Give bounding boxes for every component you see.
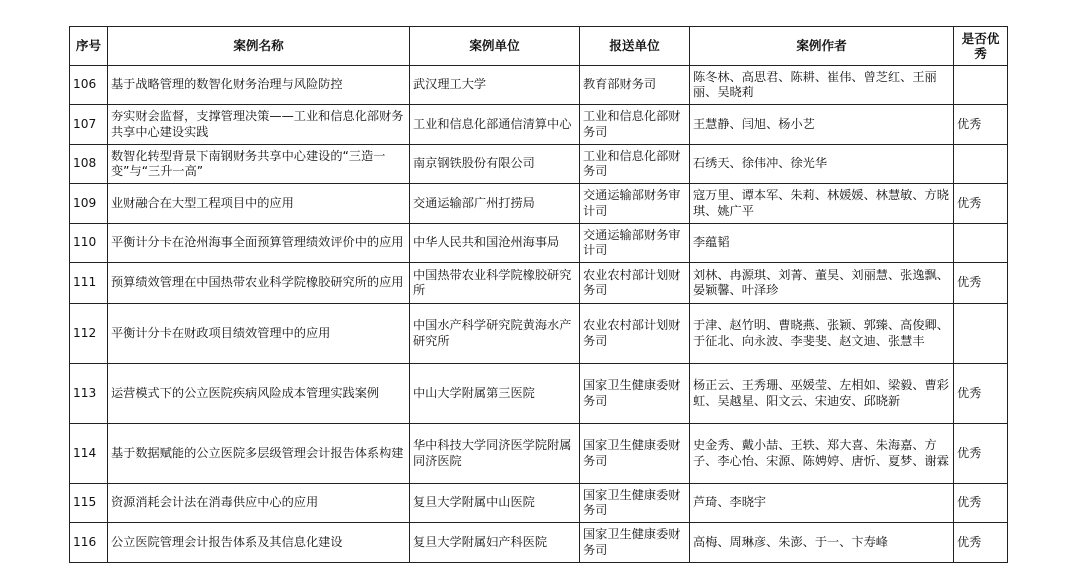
case-unit: 中国热带农业科学院橡胶研究所: [410, 263, 580, 304]
case-unit: 中华人民共和国沧州海事局: [410, 224, 580, 263]
header-unit: 案例单位: [410, 27, 580, 66]
excellent-flag: [954, 145, 1008, 184]
row-number: 111: [70, 263, 108, 304]
header-authors: 案例作者: [690, 27, 954, 66]
header-name: 案例名称: [108, 27, 410, 66]
case-table: [69, 26, 1008, 563]
case-name: 平衡计分卡在沧州海事全面预算管理绩效评价中的应用: [108, 224, 410, 263]
header-no: 序号: [70, 27, 108, 66]
submit-unit: 教育部财务司: [580, 66, 690, 105]
excellent-flag: [954, 304, 1008, 364]
case-authors: 杨正云、王秀珊、巫媛莹、左相如、梁毅、曹彩虹、吴越星、阳文云、宋迪安、邱晓新: [690, 364, 954, 424]
excellent-flag: [954, 66, 1008, 105]
excellent-flag: [954, 224, 1008, 263]
case-name: 预算绩效管理在中国热带农业科学院橡胶研究所的应用: [108, 263, 410, 304]
case-unit: 复旦大学附属妇产科医院: [410, 523, 580, 563]
case-authors: 刘林、冉源琪、刘菁、董昊、刘丽慧、张逸飘、晏颖馨、叶泽珍: [690, 263, 954, 304]
case-name: 基于战略管理的数智化财务治理与风险防控: [108, 66, 410, 105]
case-name: 平衡计分卡在财政项目绩效管理中的应用: [108, 304, 410, 364]
case-unit: 武汉理工大学: [410, 66, 580, 105]
case-name: 数智化转型背景下南钢财务共享中心建设的“三造一变”与“三升一高”: [108, 145, 410, 184]
excellent-flag: 优秀: [954, 484, 1008, 523]
submit-unit: 国家卫生健康委财务司: [580, 364, 690, 424]
table-row: [70, 523, 1008, 563]
case-authors: 史金秀、戴小喆、王轶、郑大喜、朱海嘉、方子、李心怡、宋源、陈娉婷、唐忻、夏梦、谢霖: [690, 424, 954, 484]
case-unit: 中山大学附属第三医院: [410, 364, 580, 424]
case-authors: 李蕴韬: [690, 224, 954, 263]
row-number: 112: [70, 304, 108, 364]
excellent-flag: 优秀: [954, 263, 1008, 304]
case-unit: 南京钢铁股份有限公司: [410, 145, 580, 184]
excellent-flag: 优秀: [954, 105, 1008, 145]
table-row: [70, 263, 1008, 304]
table-row: [70, 224, 1008, 263]
case-authors: 陈冬林、高思君、陈耕、崔伟、曾芝红、王丽丽、吴晓莉: [690, 66, 954, 105]
case-unit: 交通运输部广州打捞局: [410, 184, 580, 224]
case-name: 基于数据赋能的公立医院多层级管理会计报告体系构建: [108, 424, 410, 484]
row-number: 107: [70, 105, 108, 145]
header-excellent: 是否优秀: [954, 27, 1008, 66]
row-number: 114: [70, 424, 108, 484]
case-unit: 工业和信息化部通信清算中心: [410, 105, 580, 145]
submit-unit: 工业和信息化部财务司: [580, 105, 690, 145]
header-row: [70, 27, 1008, 66]
submit-unit: 国家卫生健康委财务司: [580, 523, 690, 563]
table-row: [70, 424, 1008, 484]
row-number: 116: [70, 523, 108, 563]
case-name: 公立医院管理会计报告体系及其信息化建设: [108, 523, 410, 563]
row-number: 106: [70, 66, 108, 105]
case-authors: 石绣天、徐伟冲、徐光华: [690, 145, 954, 184]
table-row: [70, 364, 1008, 424]
row-number: 110: [70, 224, 108, 263]
case-name: 资源消耗会计法在消毒供应中心的应用: [108, 484, 410, 523]
case-unit: 华中科技大学同济医学院附属同济医院: [410, 424, 580, 484]
excellent-flag: 优秀: [954, 523, 1008, 563]
case-name: 业财融合在大型工程项目中的应用: [108, 184, 410, 224]
submit-unit: 交通运输部财务审计司: [580, 184, 690, 224]
excellent-flag: 优秀: [954, 184, 1008, 224]
table-row: [70, 304, 1008, 364]
table-row: [70, 105, 1008, 145]
case-authors: 王慧静、闫旭、杨小艺: [690, 105, 954, 145]
table-row: [70, 66, 1008, 105]
row-number: 113: [70, 364, 108, 424]
case-authors: 于津、赵竹明、曹晓燕、张颖、郭臻、高俊卿、于征北、向永波、李斐斐、赵文迪、张慧丰: [690, 304, 954, 364]
submit-unit: 交通运输部财务审计司: [580, 224, 690, 263]
table-row: [70, 484, 1008, 523]
excellent-flag: 优秀: [954, 424, 1008, 484]
submit-unit: 国家卫生健康委财务司: [580, 484, 690, 523]
case-name: 运营模式下的公立医院疾病风险成本管理实践案例: [108, 364, 410, 424]
row-number: 109: [70, 184, 108, 224]
case-unit: 中国水产科学研究院黄海水产研究所: [410, 304, 580, 364]
row-number: 108: [70, 145, 108, 184]
table-row: [70, 184, 1008, 224]
row-number: 115: [70, 484, 108, 523]
table-row: [70, 145, 1008, 184]
excellent-flag: 优秀: [954, 364, 1008, 424]
case-name: 夯实财会监督，支撑管理决策——工业和信息化部财务共享中心建设实践: [108, 105, 410, 145]
submit-unit: 国家卫生健康委财务司: [580, 424, 690, 484]
header-submit: 报送单位: [580, 27, 690, 66]
case-authors: 寇万里、谭本军、朱莉、林媛媛、林慧敏、方晓琪、姚广平: [690, 184, 954, 224]
submit-unit: 农业农村部计划财务司: [580, 263, 690, 304]
case-authors: 高梅、周琳彦、朱澎、于一、卞寿峰: [690, 523, 954, 563]
submit-unit: 农业农村部计划财务司: [580, 304, 690, 364]
submit-unit: 工业和信息化部财务司: [580, 145, 690, 184]
case-authors: 芦琦、李晓宇: [690, 484, 954, 523]
case-unit: 复旦大学附属中山医院: [410, 484, 580, 523]
